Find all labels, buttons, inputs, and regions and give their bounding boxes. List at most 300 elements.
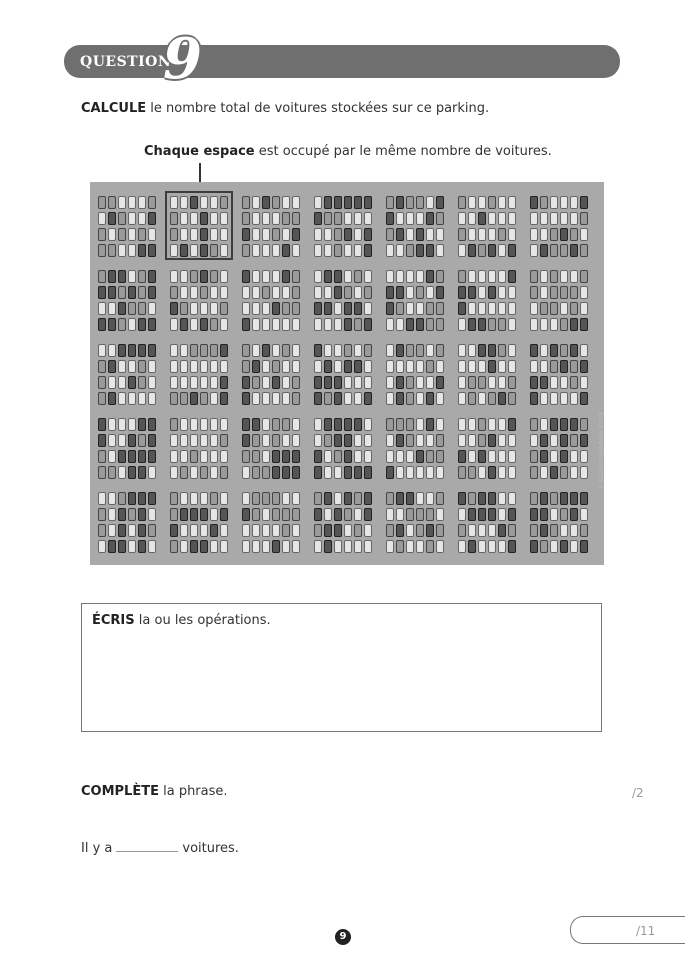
car: [108, 376, 116, 389]
car: [426, 450, 434, 463]
car: [292, 212, 300, 225]
car: [334, 302, 342, 315]
car: [436, 360, 444, 373]
car: [488, 344, 496, 357]
car: [262, 286, 270, 299]
car: [488, 508, 496, 521]
car: [108, 212, 116, 225]
car: [530, 466, 538, 479]
car: [292, 270, 300, 283]
car: [386, 286, 394, 299]
car: [550, 212, 558, 225]
car: [324, 318, 332, 331]
car: [128, 244, 136, 257]
car: [580, 228, 588, 241]
car: [210, 434, 218, 447]
car: [252, 360, 260, 373]
car: [272, 434, 280, 447]
car: [292, 524, 300, 537]
car: [282, 524, 290, 537]
car: [242, 302, 250, 315]
car: [426, 376, 434, 389]
car: [324, 228, 332, 241]
car: [550, 466, 558, 479]
car: [210, 302, 218, 315]
car: [540, 212, 548, 225]
car: [426, 212, 434, 225]
car: [396, 376, 404, 389]
car: [540, 540, 548, 553]
car: [118, 418, 126, 431]
parking-block: [458, 270, 516, 332]
parking-block: [386, 344, 444, 406]
car: [468, 302, 476, 315]
car: [108, 270, 116, 283]
car: [386, 418, 394, 431]
car: [396, 360, 404, 373]
car: [530, 492, 538, 505]
car: [324, 302, 332, 315]
car: [334, 492, 342, 505]
car: [488, 492, 496, 505]
car: [324, 360, 332, 373]
car: [436, 508, 444, 521]
car: [426, 228, 434, 241]
car: [98, 466, 106, 479]
car: [396, 524, 404, 537]
car: [292, 434, 300, 447]
car: [436, 344, 444, 357]
car: [272, 492, 280, 505]
car: [530, 524, 538, 537]
car: [498, 286, 506, 299]
car: [498, 508, 506, 521]
car: [324, 508, 332, 521]
car: [344, 466, 352, 479]
car: [242, 344, 250, 357]
car: [416, 492, 424, 505]
car: [210, 524, 218, 537]
car: [324, 344, 332, 357]
car: [580, 212, 588, 225]
car: [436, 392, 444, 405]
car: [386, 344, 394, 357]
car: [148, 196, 156, 209]
car: [540, 376, 548, 389]
parking-block: [314, 418, 372, 480]
car: [354, 270, 362, 283]
car: [190, 466, 198, 479]
car: [550, 302, 558, 315]
car: [436, 466, 444, 479]
car: [98, 196, 106, 209]
parking-block: [530, 344, 588, 406]
car: [580, 286, 588, 299]
car: [272, 270, 280, 283]
car: [262, 212, 270, 225]
car: [242, 392, 250, 405]
car: [98, 360, 106, 373]
operations-rest: la ou les opérations.: [138, 613, 271, 628]
car: [148, 360, 156, 373]
car: [416, 392, 424, 405]
car: [560, 244, 568, 257]
car: [200, 434, 208, 447]
car: [580, 450, 588, 463]
car: [108, 228, 116, 241]
car: [220, 466, 228, 479]
car: [344, 540, 352, 553]
car: [478, 196, 486, 209]
car: [498, 392, 506, 405]
car: [344, 212, 352, 225]
car: [210, 540, 218, 553]
car: [118, 434, 126, 447]
car: [314, 360, 322, 373]
car: [334, 508, 342, 521]
car: [334, 286, 342, 299]
car: [108, 286, 116, 299]
car: [292, 360, 300, 373]
car: [334, 450, 342, 463]
car: [580, 318, 588, 331]
car: [478, 376, 486, 389]
car: [406, 466, 414, 479]
car: [292, 508, 300, 521]
car: [580, 302, 588, 315]
parking-block: [242, 344, 300, 406]
car: [324, 244, 332, 257]
answer-blank[interactable]: [116, 839, 178, 852]
car: [498, 540, 506, 553]
car: [190, 524, 198, 537]
car: [508, 228, 516, 241]
car: [190, 434, 198, 447]
sentence-before: Il y a: [81, 841, 113, 856]
car: [200, 492, 208, 505]
car: [478, 524, 486, 537]
car: [210, 270, 218, 283]
car: [396, 344, 404, 357]
car: [386, 270, 394, 283]
car: [242, 360, 250, 373]
car: [416, 212, 424, 225]
car: [550, 376, 558, 389]
car: [138, 466, 146, 479]
car: [344, 492, 352, 505]
car: [138, 270, 146, 283]
car: [488, 376, 496, 389]
car: [478, 540, 486, 553]
car: [406, 244, 414, 257]
car: [508, 196, 516, 209]
car: [344, 434, 352, 447]
car: [498, 318, 506, 331]
car: [242, 286, 250, 299]
car: [210, 392, 218, 405]
car: [550, 360, 558, 373]
car: [354, 196, 362, 209]
car: [272, 360, 280, 373]
car: [138, 434, 146, 447]
car: [252, 418, 260, 431]
car: [530, 344, 538, 357]
car: [458, 286, 466, 299]
car: [468, 286, 476, 299]
car: [262, 302, 270, 315]
car: [210, 360, 218, 373]
car: [550, 344, 558, 357]
car: [498, 244, 506, 257]
car: [540, 450, 548, 463]
car: [220, 450, 228, 463]
car: [540, 270, 548, 283]
car: [314, 450, 322, 463]
car: [170, 492, 178, 505]
car: [396, 418, 404, 431]
car: [354, 360, 362, 373]
car: [416, 434, 424, 447]
car: [138, 196, 146, 209]
car: [262, 540, 270, 553]
sentence-after: voitures.: [182, 841, 239, 856]
car: [334, 344, 342, 357]
car: [530, 508, 538, 521]
car: [292, 344, 300, 357]
car: [220, 392, 228, 405]
car: [344, 244, 352, 257]
car: [118, 540, 126, 553]
car: [436, 434, 444, 447]
car: [242, 492, 250, 505]
car: [170, 392, 178, 405]
car: [118, 286, 126, 299]
car: [560, 286, 568, 299]
car: [478, 212, 486, 225]
car: [344, 392, 352, 405]
car: [540, 524, 548, 537]
car: [354, 286, 362, 299]
car: [282, 376, 290, 389]
car: [242, 434, 250, 447]
car: [478, 360, 486, 373]
car: [498, 212, 506, 225]
car: [426, 540, 434, 553]
car: [416, 270, 424, 283]
car: [324, 286, 332, 299]
car: [508, 360, 516, 373]
car: [282, 228, 290, 241]
car: [478, 434, 486, 447]
car: [128, 318, 136, 331]
car: [210, 318, 218, 331]
car: [354, 244, 362, 257]
car: [148, 376, 156, 389]
car: [540, 286, 548, 299]
car: [550, 270, 558, 283]
car: [386, 228, 394, 241]
car: [262, 434, 270, 447]
car: [426, 360, 434, 373]
car: [118, 524, 126, 537]
car: [292, 196, 300, 209]
car: [108, 418, 116, 431]
car: [98, 450, 106, 463]
car: [478, 228, 486, 241]
car: [148, 244, 156, 257]
car: [570, 418, 578, 431]
car: [210, 508, 218, 521]
car: [498, 492, 506, 505]
car: [334, 244, 342, 257]
car: [416, 344, 424, 357]
car: [324, 392, 332, 405]
car: [364, 344, 372, 357]
car: [458, 228, 466, 241]
car: [508, 302, 516, 315]
car: [560, 302, 568, 315]
car: [530, 450, 538, 463]
car: [138, 228, 146, 241]
car: [426, 286, 434, 299]
question-label: QUESTION: [80, 54, 172, 70]
car: [220, 360, 228, 373]
car: [324, 434, 332, 447]
car: [138, 244, 146, 257]
car: [98, 492, 106, 505]
parking-block: [170, 492, 228, 554]
car: [128, 228, 136, 241]
car: [272, 524, 280, 537]
car: [436, 286, 444, 299]
car: [272, 508, 280, 521]
car: [272, 376, 280, 389]
car: [190, 302, 198, 315]
car: [252, 302, 260, 315]
car: [98, 318, 106, 331]
car: [200, 450, 208, 463]
car: [550, 508, 558, 521]
car: [416, 418, 424, 431]
car: [580, 434, 588, 447]
car: [416, 286, 424, 299]
car: [292, 302, 300, 315]
car: [364, 540, 372, 553]
car: [272, 344, 280, 357]
car: [334, 434, 342, 447]
car: [324, 376, 332, 389]
car: [242, 376, 250, 389]
car: [180, 418, 188, 431]
car: [560, 270, 568, 283]
parking-block: [170, 418, 228, 480]
car: [580, 344, 588, 357]
car: [426, 270, 434, 283]
car: [478, 466, 486, 479]
car: [426, 434, 434, 447]
car: [324, 212, 332, 225]
car: [396, 434, 404, 447]
car: [262, 524, 270, 537]
car: [406, 492, 414, 505]
car: [364, 418, 372, 431]
car: [314, 466, 322, 479]
car: [138, 392, 146, 405]
car: [550, 196, 558, 209]
parking-block: [314, 196, 372, 258]
callout-bold: Chaque espace: [144, 144, 255, 159]
car: [220, 302, 228, 315]
car: [570, 508, 578, 521]
car: [478, 270, 486, 283]
car: [190, 318, 198, 331]
car: [386, 302, 394, 315]
car: [560, 418, 568, 431]
car: [292, 466, 300, 479]
car: [478, 286, 486, 299]
car: [458, 318, 466, 331]
car: [406, 360, 414, 373]
car: [488, 228, 496, 241]
car: [170, 318, 178, 331]
car: [108, 466, 116, 479]
car: [344, 376, 352, 389]
car: [458, 244, 466, 257]
car: [190, 360, 198, 373]
car: [508, 508, 516, 521]
car: [242, 270, 250, 283]
car: [478, 392, 486, 405]
car: [364, 286, 372, 299]
car: [364, 228, 372, 241]
car: [550, 392, 558, 405]
car: [478, 492, 486, 505]
car: [530, 228, 538, 241]
car: [436, 302, 444, 315]
car: [426, 524, 434, 537]
car: [560, 318, 568, 331]
car: [406, 450, 414, 463]
car: [364, 392, 372, 405]
car: [386, 466, 394, 479]
car: [148, 344, 156, 357]
car: [386, 434, 394, 447]
car: [458, 434, 466, 447]
car: [118, 244, 126, 257]
car: [108, 540, 116, 553]
car: [560, 466, 568, 479]
car: [468, 418, 476, 431]
car: [118, 344, 126, 357]
car: [580, 508, 588, 521]
car: [580, 540, 588, 553]
car: [468, 466, 476, 479]
car: [98, 286, 106, 299]
car: [468, 492, 476, 505]
car: [468, 540, 476, 553]
car: [468, 376, 476, 389]
car: [488, 212, 496, 225]
complete-rest: la phrase.: [163, 784, 228, 799]
car: [148, 392, 156, 405]
car: [200, 524, 208, 537]
car: [540, 318, 548, 331]
car: [190, 376, 198, 389]
car: [252, 450, 260, 463]
car: [190, 286, 198, 299]
car: [458, 466, 466, 479]
car: [282, 450, 290, 463]
